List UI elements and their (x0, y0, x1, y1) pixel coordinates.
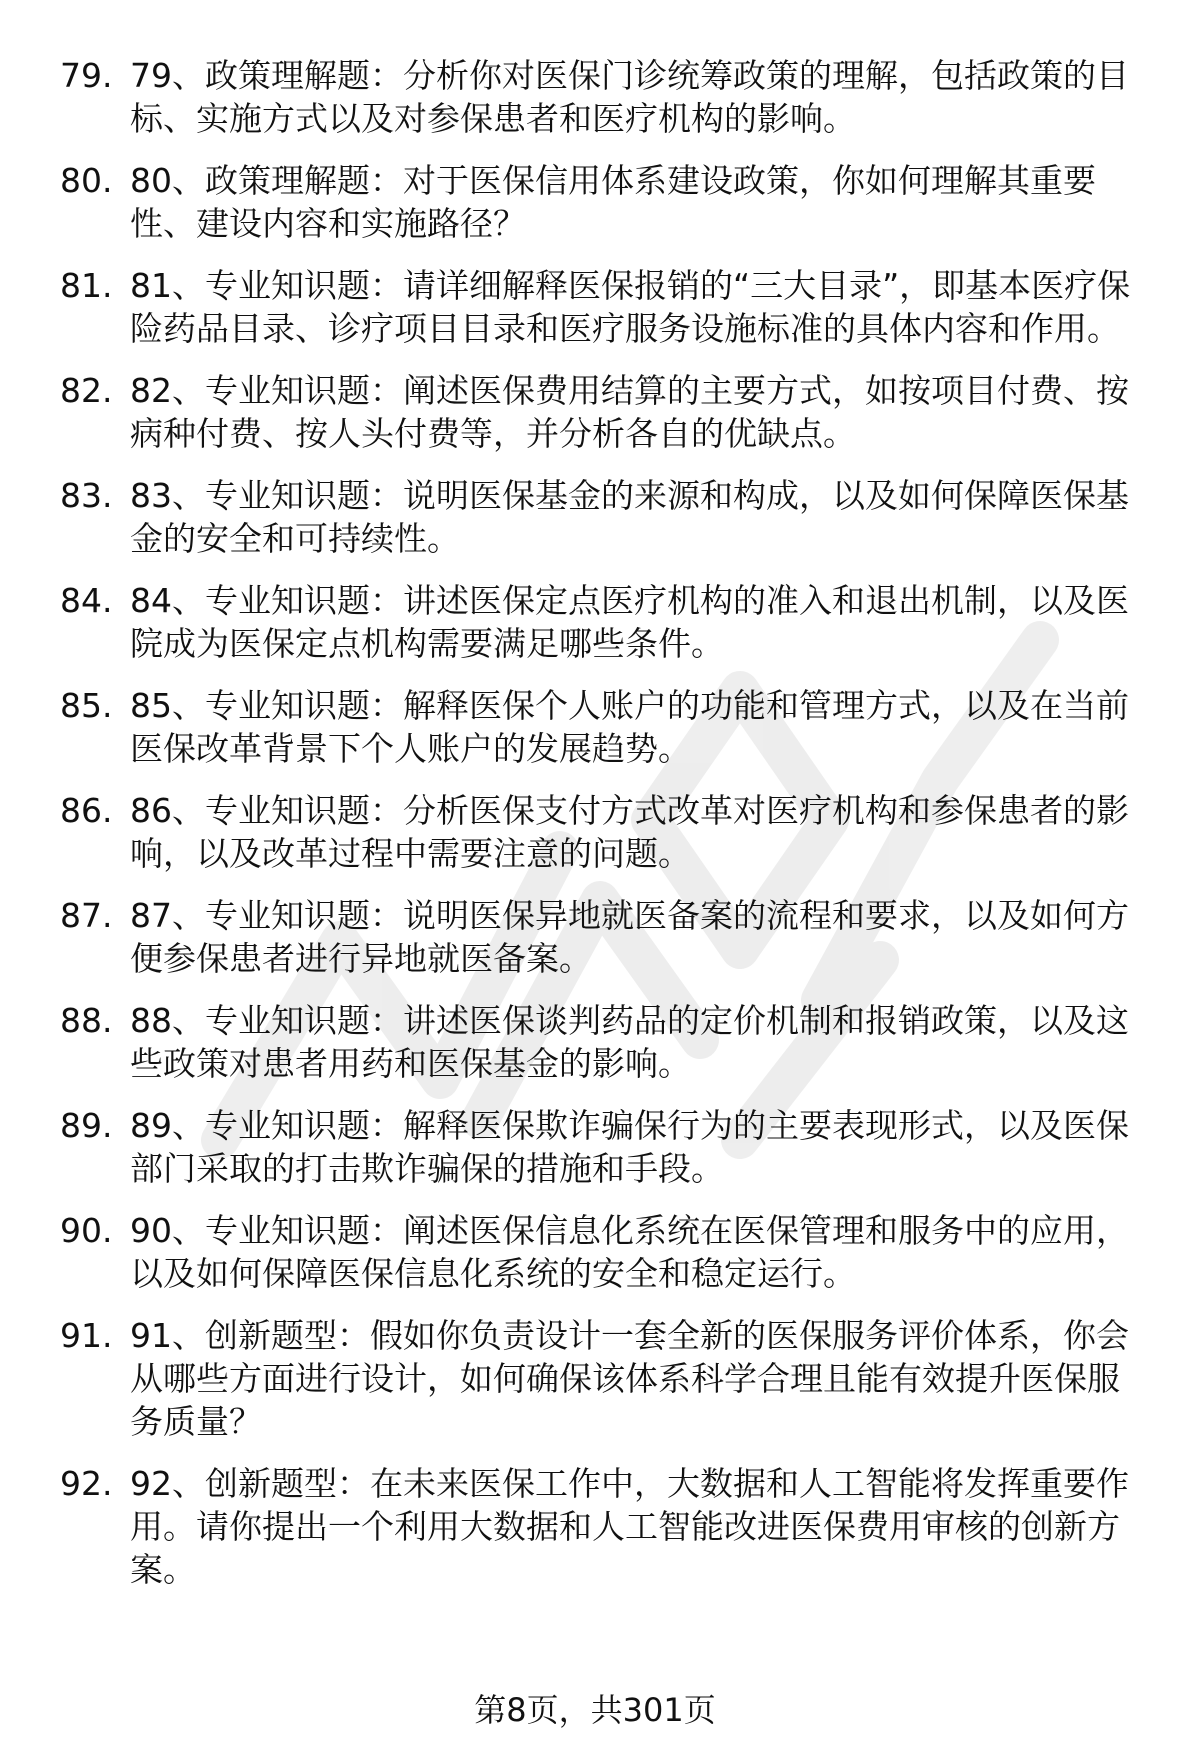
question-text: 83、专业知识题：说明医保基金的来源和构成，以及如何保障医保基金的安全和可持续性。 (130, 476, 1129, 558)
question-number: 79. (60, 56, 113, 95)
question-number: 88. (60, 1001, 113, 1040)
list-item (60, 369, 1150, 455)
question-number: 83. (60, 476, 113, 515)
list-item (60, 159, 1150, 245)
question-text: 82、专业知识题：阐述医保费用结算的主要方式，如按项目付费、按病种付费、按人头付费等，并分析各自的优缺点。 (130, 371, 1129, 453)
question-text: 91、创新题型：假如你负责设计一套全新的医保服务评价体系，你会从哪些方面进行设计，如何确保该体系科学合理且能有效提升医保服务质量？ (130, 1316, 1129, 1441)
question-text: 86、专业知识题：分析医保支付方式改革对医疗机构和参保患者的影响，以及改革过程中需要注意的问题。 (130, 791, 1129, 873)
question-text: 80、政策理解题：对于医保信用体系建设政策，你如何理解其重要性、建设内容和实施路径？ (130, 161, 1096, 243)
question-text: 87、专业知识题：说明医保异地就医备案的流程和要求，以及如何方便参保患者进行异地就医备案。 (130, 896, 1129, 978)
question-number: 92. (60, 1464, 113, 1503)
question-number: 81. (60, 266, 113, 305)
question-number: 86. (60, 791, 113, 830)
question-text: 79、政策理解题：分析你对医保门诊统筹政策的理解，包括政策的目标、实施方式以及对参保患者和医疗机构的影响。 (130, 56, 1129, 138)
list-item (60, 1462, 1150, 1591)
question-number: 87. (60, 896, 113, 935)
question-number: 89. (60, 1106, 113, 1145)
list-item (60, 789, 1150, 875)
question-text: 90、专业知识题：阐述医保信息化系统在医保管理和服务中的应用，以及如何保障医保信息化系统的安全和稳定运行。 (130, 1211, 1129, 1293)
list-item (60, 474, 1150, 560)
question-number: 82. (60, 371, 113, 410)
question-number: 90. (60, 1211, 113, 1250)
question-list (60, 54, 1150, 1610)
question-number: 80. (60, 161, 113, 200)
list-item (60, 894, 1150, 980)
list-item (60, 1314, 1150, 1443)
question-text: 85、专业知识题：解释医保个人账户的功能和管理方式，以及在当前医保改革背景下个人账户的发展趋势。 (130, 686, 1129, 768)
list-item (60, 54, 1150, 140)
list-item (60, 264, 1150, 350)
list-item (60, 684, 1150, 770)
question-number: 91. (60, 1316, 113, 1355)
question-number: 84. (60, 581, 113, 620)
list-item (60, 1209, 1150, 1295)
list-item (60, 579, 1150, 665)
question-text: 92、创新题型：在未来医保工作中，大数据和人工智能将发挥重要作用。请你提出一个利用大数据和人工智能改进医保费用审核的创新方案。 (130, 1464, 1129, 1589)
list-item (60, 999, 1150, 1085)
list-item (60, 1104, 1150, 1190)
question-text: 89、专业知识题：解释医保欺诈骗保行为的主要表现形式，以及医保部门采取的打击欺诈骗保的措施和手段。 (130, 1106, 1129, 1188)
question-number: 85. (60, 686, 113, 725)
question-text: 84、专业知识题：讲述医保定点医疗机构的准入和退出机制，以及医院成为医保定点机构需要满足哪些条件。 (130, 581, 1129, 663)
question-text: 88、专业知识题：讲述医保谈判药品的定价机制和报销政策，以及这些政策对患者用药和医保基金的影响。 (130, 1001, 1129, 1083)
page-footer: 第8页，共301页 (474, 1691, 716, 1729)
question-text: 81、专业知识题：请详细解释医保报销的“三大目录”，即基本医疗保险药品目录、诊疗项目目录和医疗服务设施标准的具体内容和作用。 (130, 266, 1131, 348)
